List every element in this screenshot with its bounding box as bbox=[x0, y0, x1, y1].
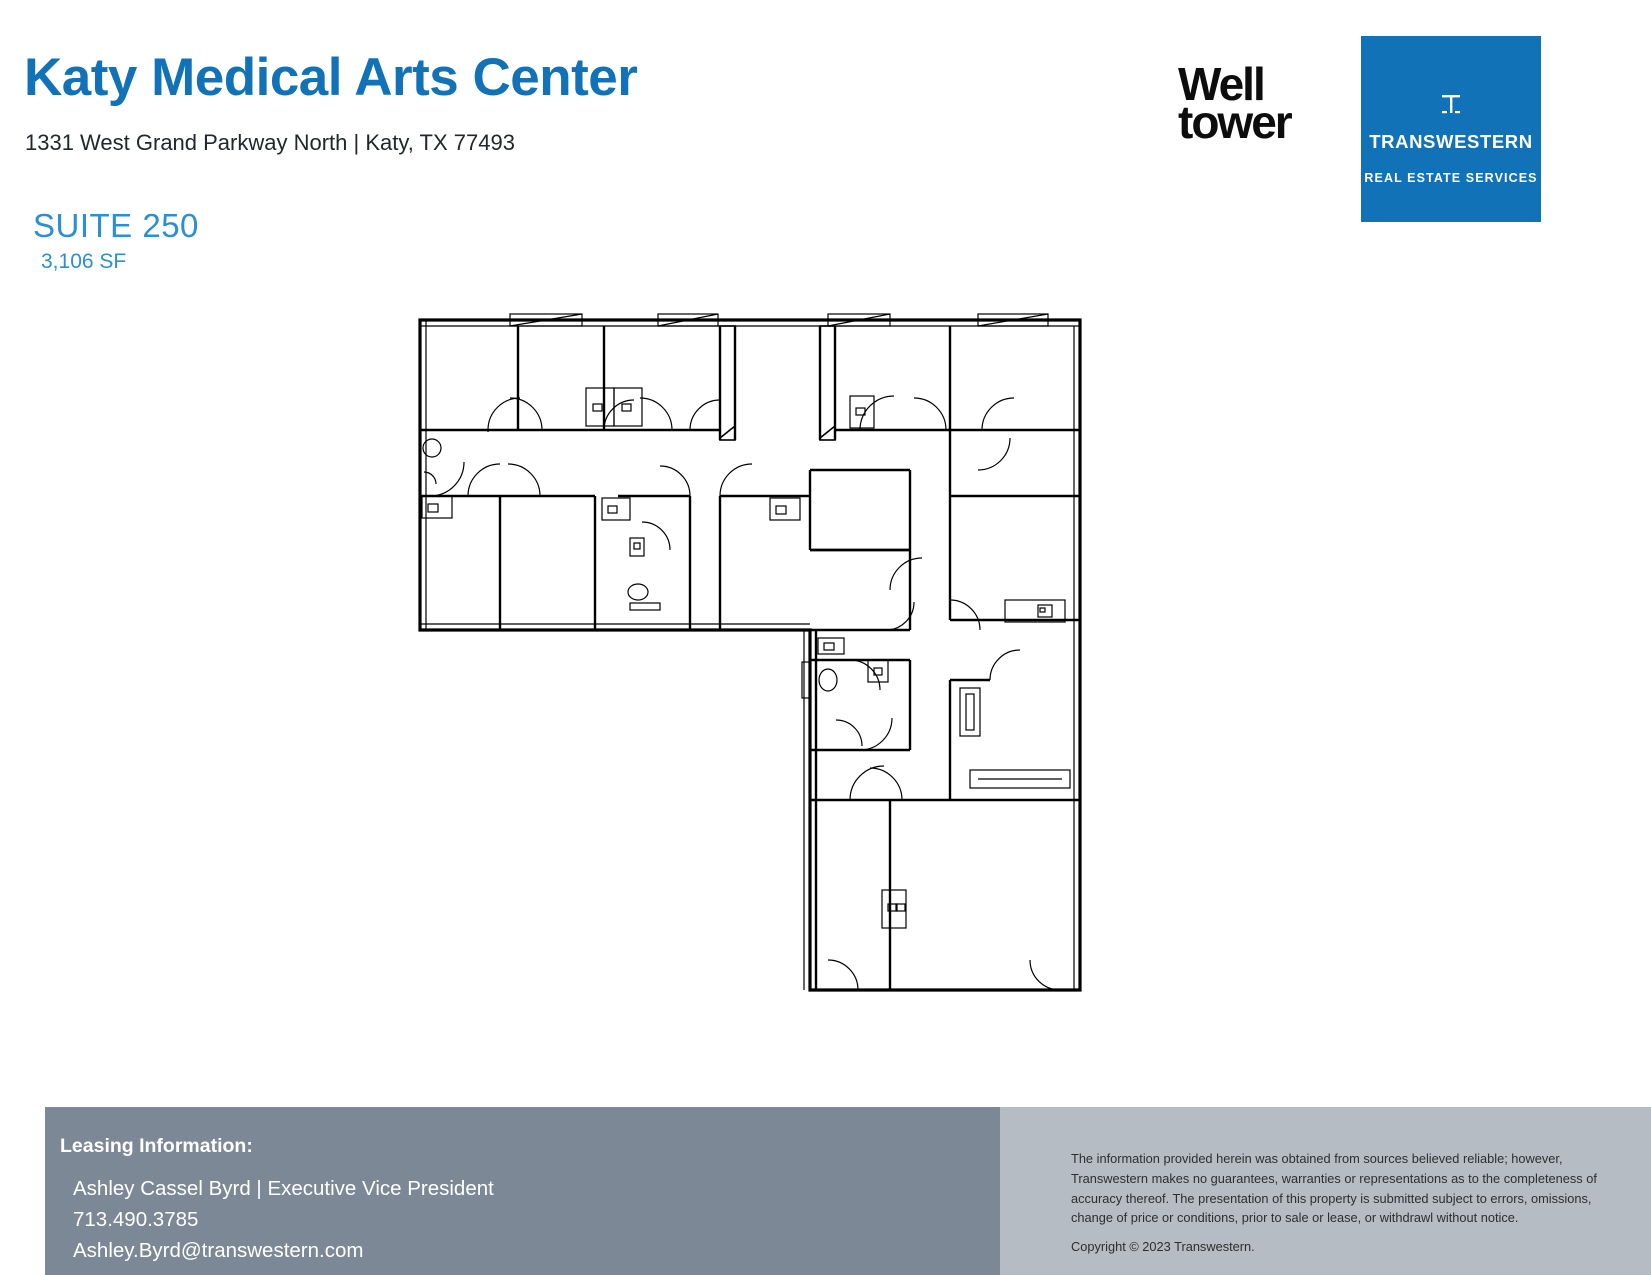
leasing-contact bbox=[73, 1173, 494, 1266]
page-footer bbox=[45, 1107, 1651, 1275]
floorplan-drawing bbox=[390, 300, 1150, 1020]
welltower-logo-line2: tower bbox=[1178, 95, 1291, 148]
contact-email[interactable]: Ashley.Byrd@transwestern.com bbox=[73, 1239, 364, 1263]
transwestern-name: TRANSWESTERN bbox=[1369, 131, 1533, 152]
disclaimer-text: The information provided herein was obtained from sources believed reliable; however, Transwestern makes no guarantees, warranties or representations as to the completeness of accuracy thereof. The presentation of this property is submitted subject to errors, omissions, change of price or conditions, prior to sale or lease, or withdrawl without notice. bbox=[1071, 1151, 1597, 1226]
suite-area: 3,106 SF bbox=[41, 250, 127, 273]
page-title: Katy Medical Arts Center bbox=[24, 48, 638, 107]
floorplan-svg bbox=[390, 300, 1150, 1020]
suite-label: SUITE 250 bbox=[33, 207, 199, 244]
welltower-logo-line1: Well bbox=[1178, 58, 1264, 110]
transwestern-glyph-icon bbox=[1438, 93, 1464, 115]
property-address: 1331 West Grand Parkway North | Katy, TX 77493 bbox=[25, 130, 515, 155]
welltower-logo bbox=[1178, 58, 1323, 166]
page-header bbox=[0, 0, 1651, 300]
contact-phone[interactable]: 713.490.3785 bbox=[73, 1208, 199, 1232]
transwestern-mark-icon bbox=[1361, 93, 1541, 119]
leasing-heading: Leasing Information: bbox=[60, 1135, 253, 1157]
leasing-info-panel bbox=[45, 1107, 1000, 1275]
contact-name: Ashley Cassel Byrd | Executive Vice President bbox=[73, 1177, 494, 1200]
transwestern-logo bbox=[1361, 36, 1541, 222]
disclaimer-text-block bbox=[1071, 1149, 1636, 1257]
transwestern-subtitle: REAL ESTATE SERVICES bbox=[1364, 171, 1538, 185]
copyright-text: Copyright © 2023 Transwestern. bbox=[1071, 1239, 1255, 1255]
